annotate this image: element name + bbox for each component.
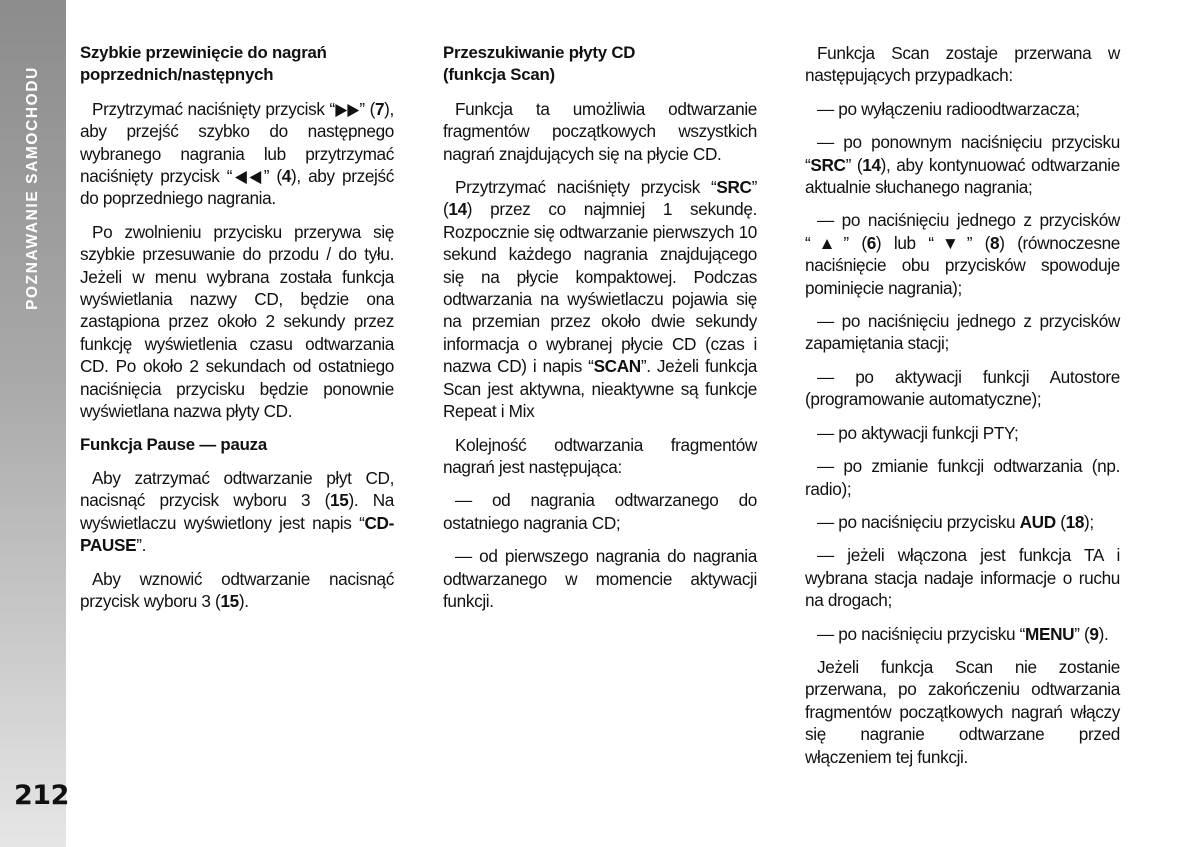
paragraph-release-button: Po zwolnieniu przycisku przerywa się szybkie przesuwanie do przodu / do tyłu. Jeżeli w menu wybrana została funkcja wyświetlania nazwy CD, będzie ona zastąpiona przez około 2 sekundy przez funkcję wyświetlenia czasu odtwarzania CD. Po około 2 sekundach od ostatniego naciśnięcia przycisku będzie ponownie wyświetlana nazwa płyty CD.	[80, 221, 394, 422]
list-item: — po naciśnięciu przycisku AUD (18);	[817, 511, 1094, 532]
paragraph-fast-skip: Przytrzymać naciśnięty przycisk “▶▶” (7), aby przejść szybko do następnego wybranego nagrania lub przytrzymać naciśnięty przycisk “◀◀” (4), aby przejść do poprzedniego nagrania.	[80, 98, 394, 209]
list-item: — po aktywacji funkcji PTY;	[817, 422, 1019, 443]
paragraph-scan-order: Kolejność odtwarzania fragmentów nagrań jest następująca:	[443, 434, 757, 477]
paragraph-scan-end: Jeżeli funkcja Scan nie zostanie przerwana, po zakończeniu odtwarzania fragmentów początkowych nagrań włączy się nagranie odtwarzane przed włączeniem tej funkcji.	[805, 656, 1120, 767]
heading-fast-skip: Szybkie przewinięcie do nagrań poprzednich/następnych	[80, 43, 327, 85]
fast-forward-icon: ▶▶	[334, 98, 360, 119]
list-item: — po naciśnięciu jednego z przycisków zapamiętania stacji;	[805, 311, 1120, 354]
list-item: — po wyłączeniu radioodtwarzacza;	[817, 98, 1080, 119]
rewind-icon: ◀◀	[232, 166, 264, 187]
list-item: — od nagrania odtwarzanego do ostatniego nagrania CD;	[443, 490, 757, 533]
column-1	[80, 42, 394, 623]
list-item: — po naciśnięciu przycisku “MENU” (9).	[817, 623, 1109, 644]
list-item: — jeżeli włączona jest funkcja TA i wybrana stacja nadaje informacje o ruchu na drogach;	[805, 545, 1120, 611]
arrow-up-icon: ▲	[810, 232, 844, 253]
arrow-down-icon: ▼	[933, 232, 967, 253]
paragraph-scan-activate: Przytrzymać naciśnięty przycisk “SRC” (14) przez co najmniej 1 sekundę. Rozpocznie się odtwarzanie pierwszych 10 sekund każdego nagrania znajdującego się na płycie kompaktowej. Podczas odtwarzania na wyświetlaczu pojawia się na przemian przez około dwie sekundy informacja o wybranej płycie CD (czas i nazwa CD) i napis “SCAN”. Jeżeli funkcja Scan jest aktywna, nieaktywne są funkcje Repeat i Mix	[443, 177, 757, 422]
paragraph-scan-intro: Funkcja ta umożliwia odtwarzanie fragmentów początkowych wszystkich nagrań znajdujących się na płycie CD.	[443, 98, 757, 164]
list-item: — po zmianie funkcji odtwarzania (np. radio);	[805, 456, 1120, 499]
heading-scan: Przeszukiwanie płyty CD (funkcja Scan)	[443, 43, 636, 85]
list-item: — od pierwszego nagrania do nagrania odtwarzanego w momencie aktywacji funkcji.	[443, 546, 757, 611]
page-number: 212	[14, 780, 69, 811]
column-2	[443, 42, 757, 623]
list-item: — po naciśnięciu jednego z przycisków “▲” (6) lub “▼” (8) (równoczesne naciśnięcie obu przycisków spowoduje pominięcie nagrania);	[805, 210, 1120, 298]
list-item: — po ponownym naciśnięciu przycisku “SRC” (14), aby kontynuować odtwarzanie aktualnie słuchanego nagrania;	[805, 132, 1120, 198]
list-item: — po aktywacji funkcji Autostore (programowanie automatyczne);	[805, 366, 1120, 410]
paragraph-resume: Aby wznowić odtwarzanie nacisnąć przycisk wyboru 3 (15).	[80, 568, 394, 611]
column-3	[805, 42, 1120, 779]
section-label: POZNAWANIE SAMOCHODU	[24, 66, 41, 310]
heading-pause: Funkcja Pause — pauza	[80, 434, 267, 454]
paragraph-scan-interrupt: Funkcja Scan zostaje przerwana w następujących przypadkach:	[805, 43, 1120, 86]
paragraph-pause: Aby zatrzymać odtwarzanie płyt CD, nacisnąć przycisk wyboru 3 (15). Na wyświetlaczu wyświetlony jest napis “CD-PAUSE”.	[80, 467, 394, 556]
sidebar	[0, 0, 69, 847]
